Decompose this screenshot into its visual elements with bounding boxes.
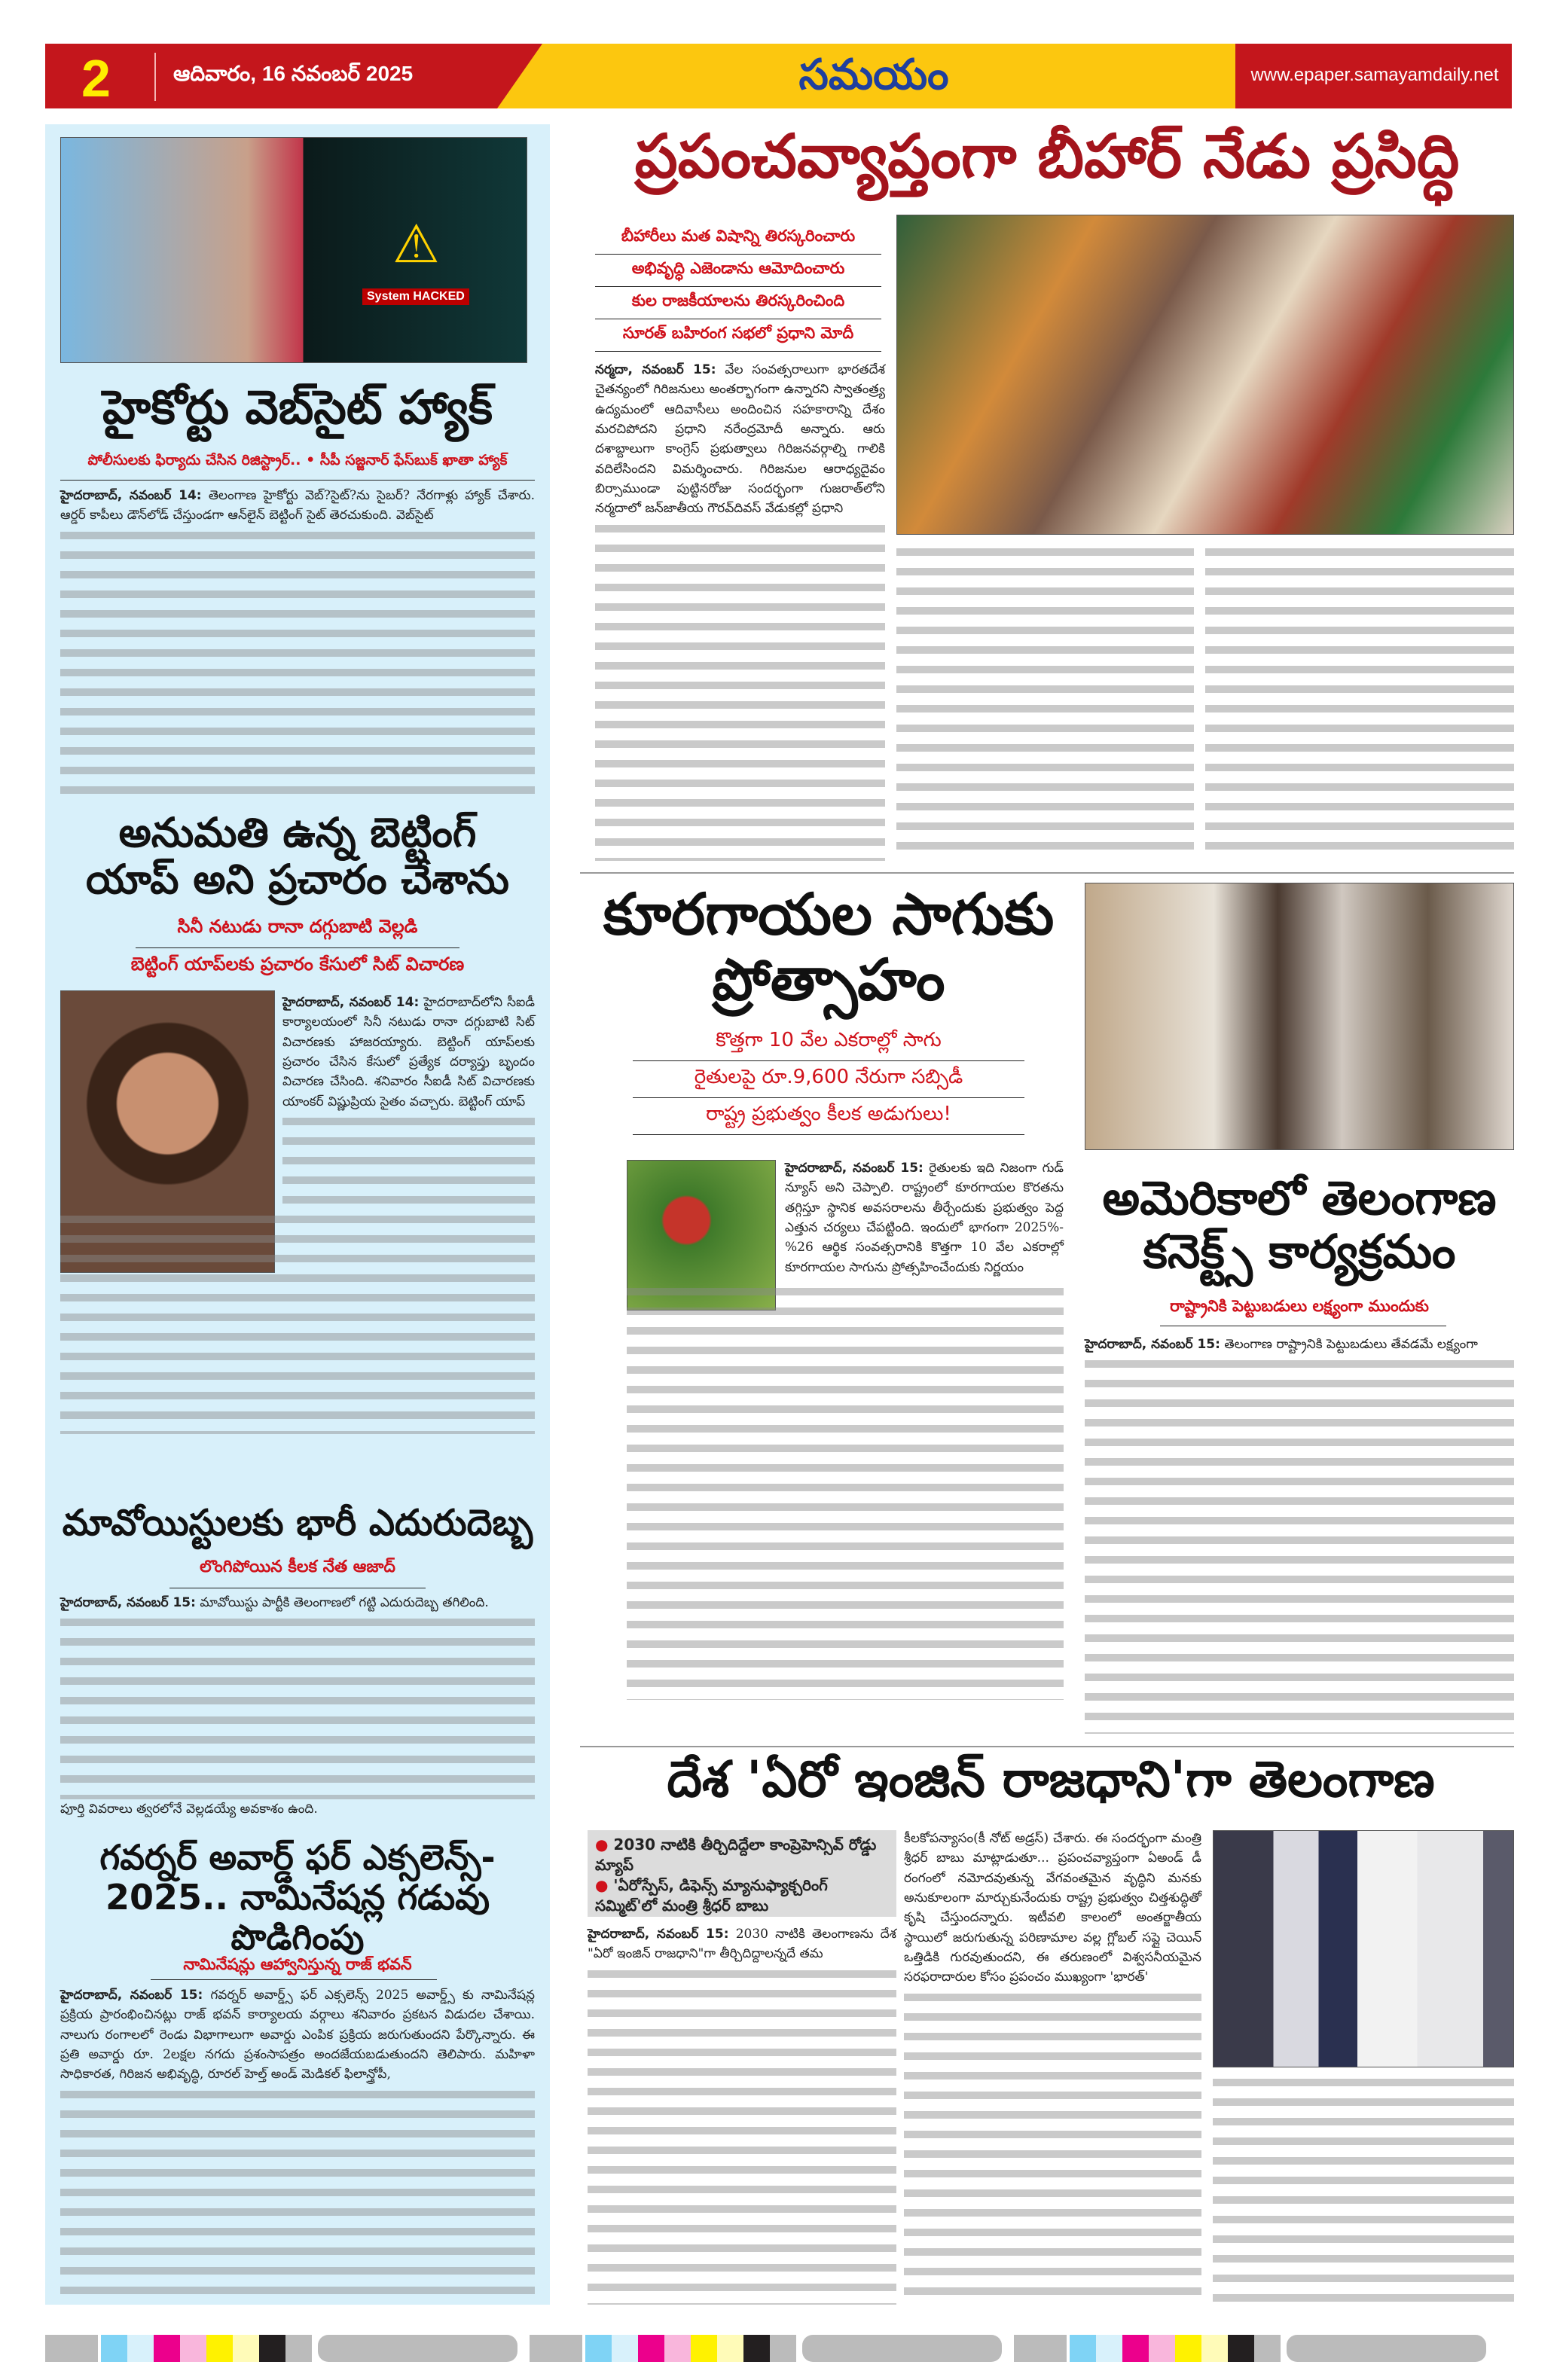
high-court-hack-photo: [60, 137, 527, 363]
headline-high-court-hack: హైకోర్టు వెబ్‌సైట్ హ్యాక్: [102, 380, 493, 435]
subhead-maoist: లొంగిపోయిన కీలక నేత ఆజాద్: [200, 1558, 395, 1576]
print-color-bar: [45, 2335, 1514, 2362]
subhead-governor-award: నామినేషన్లు ఆహ్వానిస్తున్న రాజ్ భవన్: [183, 1955, 412, 1973]
article-text-continued: [588, 1964, 896, 2305]
page-number: 2: [81, 49, 111, 108]
subhead: అభివృద్ధి ఎజెండాను ఆమోదించారు: [595, 255, 881, 287]
lead-text: తెలంగాణ హైకోర్టు వెబ్?సైట్?ను సైబర్? నేరగాళ్లు హ్యాక్ చేశారు. ఆర్డర్ కాపీలు డౌన్‌లోడ్ చేస్తుండగా ఆన్‌లైన్ బెట్టింగ్ సైట్ తెరచుకుంది. వెబ్‌సైట్: [60, 488, 535, 523]
article-governor-award: [60, 1985, 535, 2294]
article-text-continued: [282, 1112, 535, 1210]
article-body: [595, 360, 885, 519]
subhead-betting-1: సినీ నటుడు రానా దగ్గుబాటి వెల్లడి: [177, 916, 418, 937]
subhead: కొత్తగా 10 వేల ఎకరాల్లో సాగు: [633, 1024, 1024, 1061]
subhead: కుల రాజకీయాలను తిరస్కరించింది: [595, 287, 881, 319]
article-text-continued: [595, 519, 885, 861]
article-body: [1085, 1335, 1514, 1354]
hacked-label: System HACKED: [362, 288, 469, 305]
dateline: హైదరాబాద్, నవంబర్ 15:: [60, 1988, 203, 2003]
highlight-item: [595, 1835, 889, 1875]
article-high-court-hack: [60, 486, 535, 795]
article-text-continued: [904, 1988, 1201, 2305]
article-text-continued: [60, 1210, 535, 1434]
article-america: [1085, 1335, 1514, 1734]
modi-rally-photo: [896, 215, 1514, 535]
aero-highlights-box: [588, 1830, 896, 1917]
rule: [60, 480, 535, 481]
headline-bihar: ప్రపంచవ్యాప్తంగా బీహార్ నేడు ప్రసిద్ధి: [634, 121, 1460, 191]
headline-maoist: మావోయిస్టులకు భారీ ఎదురుదెబ్బ: [62, 1502, 533, 1544]
dateline: హైదరాబాద్, నవంబర్ 15:: [588, 1927, 729, 1942]
issue-date: ఆదివారం, 16 నవంబర్ 2025: [173, 62, 414, 85]
subhead: రైతులపై రూ.9,600 నేరుగా సబ్సిడీ: [633, 1061, 1024, 1098]
bullet-icon: ●: [595, 1876, 614, 1894]
divider: [154, 53, 156, 101]
article-body: కీలకోపన్యాసం(కీ నోట్ అడ్రస్) చేశారు. ఈ సందర్భంగా మంత్రి శ్రీధర్ బాబు మాట్లాడుతూ... ప్రపంచవ్యాప్తంగా ఏఅండ్ డీ రంగంలో నమోదవుతున్న వేగవంతమైన వృద్ధిని మనకు అనుకూలంగా మార్చుకునేందుకు రాష్ట్ర ప్రభుత్వం చిత్తశుద్ధితో కృషి చేస్తుందన్నారు. ఇటీవలి కాలంలో అంతర్జాతీయ స్థాయిలో జరుగుతున్న పరిణామాల వల్ల గ్లోబల్ సప్లై చెయిన్ ఒత్తిడికి గురవుతుందని, ఈ తరుణంలో విశ్వసనీయమైన సరఫరాదారుల కోసం ప్రపంచం ముఖ్యంగా 'భారత్': [904, 1831, 1201, 1985]
headline-betting-app: అనుమతి ఉన్న బెట్టింగ్ యాప్ అని ప్రచారం చేశాను: [86, 809, 509, 904]
article-bihar-continued: [1205, 542, 1514, 859]
article-aero-engine-col3: [1213, 2073, 1514, 2302]
epaper-link[interactable]: www.epaper.samayamdaily.net: [1250, 65, 1499, 85]
article-body: [785, 1158, 1064, 1277]
article-text-continued: [1085, 1354, 1514, 1734]
section-divider: [580, 872, 1514, 874]
highlight-text: 2030 నాటికి తీర్చిదిద్దేలా కాంప్రెహెన్సివ్ రోడ్డు మ్యాప్: [595, 1835, 877, 1874]
article-closing: పూర్తి వివరాలు త్వరలోనే వెల్లడయ్యే అవకాశం ఉంది.: [60, 1801, 318, 1817]
lead-text: గవర్నర్ అవార్డ్స్ ఫర్ ఎక్సలెన్స్ 2025 అవార్డ్స్ కు నామినేషన్ల ప్రక్రియ ప్రారంభించినట్లు రాజ్ భవన్ కార్యాలయ వర్గాలు శనివారం ప్రకటన విడుదల చేశాయి. నాలుగు రంగాలలో రెండు విభాగాలుగా అవార్డు ఎంపిక ప్రక్రియ జరుగుతుందని పేర్కొన్నారు. ఈ ప్రతి అవార్డు రూ. 2లక్షల నగదు ప్రశంసాపత్రం అందజేయబడుతుందని తెలిపారు. మహిళా సాధికారత, గిరిజన అభివృద్ధి, రూరల్ హెల్త్ అండ్ మెడికల్ ఫిలాన్త్రోపీ,: [60, 1988, 535, 2082]
dateline: హైదరాబాద్, నవంబర్ 14:: [60, 488, 202, 503]
subhead-america: రాష్ట్రానికి పెట్టుబడులు లక్ష్యంగా ముందుకు: [1170, 1297, 1429, 1315]
article-text-continued: [60, 1613, 535, 1799]
telangana-connects-photo: [1085, 883, 1514, 1150]
dateline: హైదరాబాద్, నవంబర్ 15:: [1085, 1337, 1220, 1352]
dateline: నర్మదా, నవంబర్ 15:: [595, 362, 716, 377]
lead-text: 2030 నాటికి తెలంగాణను దేశ "ఏరో ఇంజిన్ రాజధాని"గా తీర్చిదిద్దాలన్నదే తమ: [588, 1927, 896, 1962]
article-body: [588, 1924, 896, 1964]
dateline: హైదరాబాద్, నవంబర్ 15:: [60, 1595, 196, 1610]
subhead-high-court-hack: పోలీసులకు ఫిర్యాదు చేసిన రిజిస్ట్రార్.. • సీపీ సజ్జనార్ ఫేస్‌బుక్ ఖాతా హ్యాక్: [87, 452, 508, 468]
headline-america: అమెరికాలో తెలంగాణ కనెక్ట్స్ కార్యక్రమం: [1102, 1170, 1497, 1280]
article-vegetables: [627, 1158, 1064, 1731]
article-body: [60, 1985, 535, 2085]
bullet-icon: ●: [595, 1835, 614, 1854]
vegetables-subheads: [633, 1024, 1024, 1135]
article-text-continued: [60, 2085, 535, 2294]
rule: [136, 947, 459, 948]
dateline: హైదరాబాద్, నవంబర్ 15:: [785, 1161, 924, 1176]
section-divider: [580, 1746, 1514, 1747]
highlight-text: 'ఏరోస్పేస్, డిఫెన్స్ మ్యానుఫ్యాక్చరింగ్ సమ్మిట్'లో మంత్రి శ్రీధర్ బాబు: [595, 1876, 828, 1915]
lead-text: రైతులకు ఇది నిజంగా గుడ్ న్యూస్ అని చెప్పాలి. రాష్ట్రంలో కూరగాయల కొరతను తగ్గిస్తూ స్థానిక అవసరాలను తీర్చేందుకు ప్రభుత్వం పెద్ద ఎత్తున చర్యలు చేపట్టింది. ఇందులో భాగంగా 2025%-%26 ఆర్థిక సంవత్సరానికి కొత్తగా 10 వేల ఎకరాల్లో కూరగాయల సాగును ప్రోత్సహించేందుకు నిర్ణయం: [785, 1161, 1064, 1275]
article-aero-engine-col2: [904, 1829, 1201, 2305]
article-body: [282, 993, 535, 1112]
article-body: [60, 486, 535, 526]
subhead: బీహారీలు మత విషాన్ని తిరస్కరించారు: [595, 222, 881, 255]
lead-text: వేల సంవత్సరాలుగా భారతదేశ చైతన్యంలో గిరిజనులు అంతర్భాగంగా ఉన్నారని స్వాతంత్ర్య ఉద్యమంలో ఆదివాసీలు అందించిన సహకారాన్ని దేశం మరచిపోదని ప్రధాని నరేంద్రమోదీ అన్నారు. ఆరు దశాబ్దాలుగా కాంగ్రెస్ ప్రభుత్వాలు గిరిజనవర్గాల్ని గాలికి వదిలేసిందని విమర్శించారు. గిరిజనుల ఆరాధ్యదైవం బిర్సాముండా పుట్టినరోజు సందర్భంగా గుజరాత్‌లోని నర్మదాలో జన్‌జాతీయ గౌరవ్‌దివస్ వేడుకల్లో ప్రధాని: [595, 362, 885, 517]
dateline: హైదరాబాద్, నవంబర్ 14:: [282, 995, 420, 1010]
lead-text: మావోయిస్టు పార్టీకి తెలంగాణలో గట్టి ఎదురుదెబ్బ తగిలింది.: [195, 1595, 489, 1610]
article-text-continued: [60, 526, 535, 795]
paper-logo: సమయం: [798, 50, 949, 98]
aero-summit-photo: [1213, 1830, 1514, 2067]
subhead-betting-2: బెట్టింగ్ యాప్‌లకు ప్రచారం కేసులో సిట్ విచారణ: [130, 954, 465, 975]
subhead: సూరత్ బహిరంగ సభలో ప్రధాని మోదీ: [595, 319, 881, 352]
headline-vegetables: కూరగాయల సాగుకు ప్రోత్సాహం: [603, 880, 1055, 1014]
article-maoist: [60, 1593, 535, 1819]
bihar-subheads: [595, 222, 881, 352]
headline-governor-award: గవర్నర్ అవార్డ్ ఫర్ ఎక్సలెన్స్- 2025.. నామినేషన్ల గడువు పొడిగింపు: [99, 1837, 496, 1957]
subhead: రాష్ట్ర ప్రభుత్వం కీలక అడుగులు!: [633, 1098, 1024, 1135]
article-bihar: [595, 360, 885, 861]
headline-aero-engine: దేశ 'ఏరో ఇంజిన్ రాజధాని'గా తెలంగాణ: [667, 1750, 1435, 1808]
warning-icon: ⚠: [392, 213, 440, 275]
article-aero-engine: [588, 1924, 896, 2305]
rule: [151, 1979, 437, 1980]
article-betting-app: [60, 993, 535, 1497]
highlight-item: [595, 1875, 889, 1916]
article-text-continued: [627, 1282, 1064, 1700]
lead-text: తెలంగాణ రాష్ట్రానికి పెట్టుబడులు తేవడమే లక్ష్యంగా: [1220, 1337, 1478, 1352]
lead-text: హైదరాబాద్‌లోని సీఐడీ కార్యాలయంలో సినీ నటుడు రానా దగ్గుబాటి సిట్ విచారణకు హాజరయ్యారు. బెట్టింగ్ యాప్‌లకు ప్రచారం చేసిన కేసులో ప్రత్యేక దర్యాప్తు బృందం విచారణ చేసింది. శనివారం సీఐడీ సిట్ విచారణకు యాంకర్ విష్ణుప్రియ సైతం వచ్చారు. బెట్టింగ్ యాప్: [282, 995, 535, 1109]
article-body: [60, 1593, 535, 1613]
article-bihar-continued: [896, 542, 1194, 859]
